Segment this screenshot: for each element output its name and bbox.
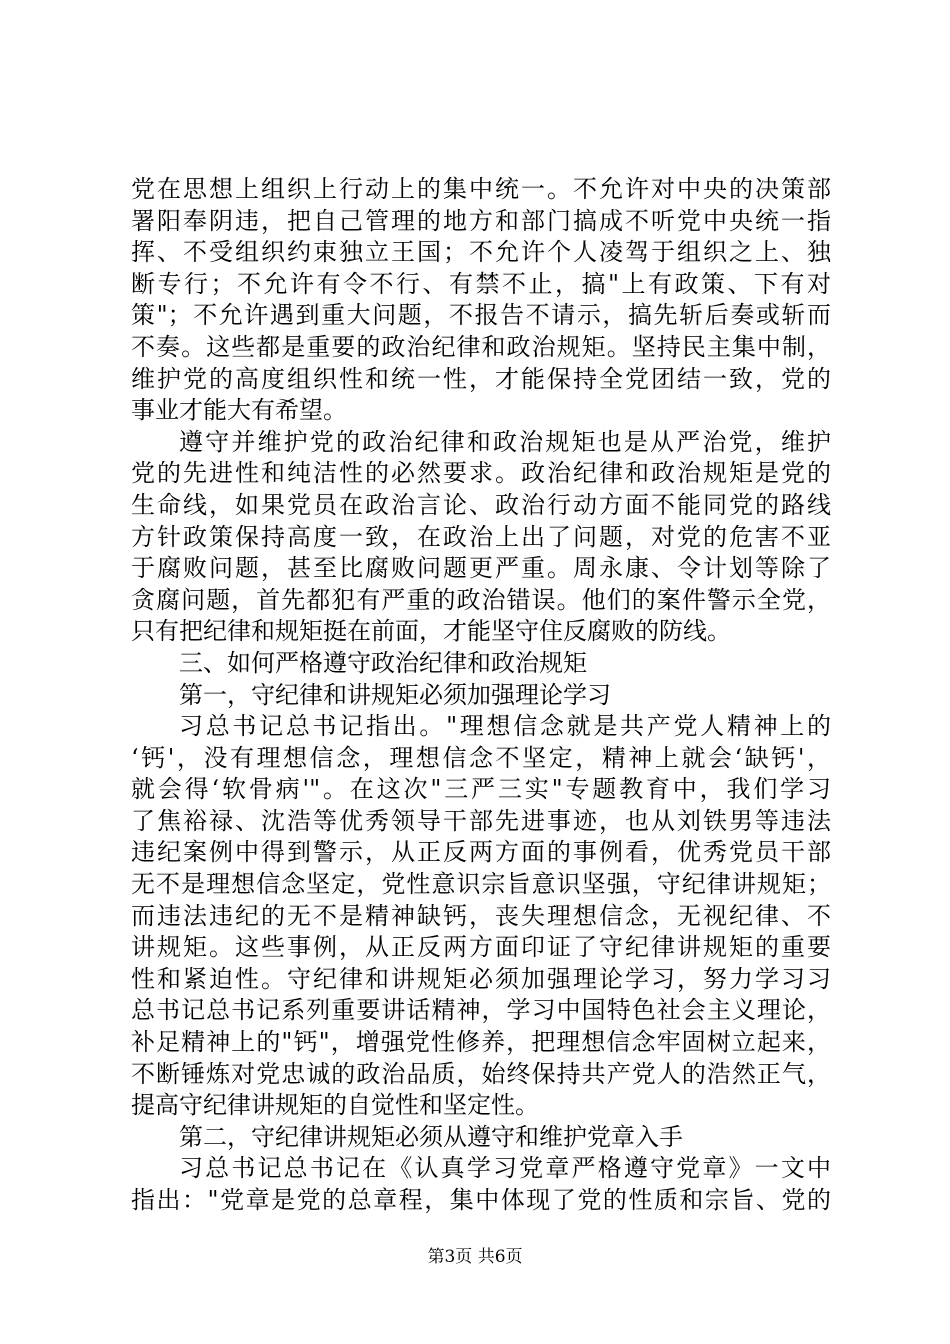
text-line: 违纪案例中得到警示，从正反两方面的事例看，优秀党员干部 [131,838,831,867]
text-line: 断专行；不允许有令不行、有禁不止，搞"上有政策、下有对 [131,269,831,298]
subsection-heading: 第二，守纪律讲规矩必须从遵守和维护党章入手 [179,1122,683,1151]
text-line: 维护党的高度组织性和统一性，才能保持全党团结一致，党的 [131,364,831,393]
text-line: 指出："党章是党的总章程，集中体现了党的性质和宗旨、党的 [131,1186,831,1214]
text-line: 贪腐问题，首先都犯有严重的政治错误。他们的案件警示全党， [131,585,831,614]
text-line: 只有把纪律和规矩挺在前面，才能坚守住反腐败的防线。 [131,617,731,646]
text-line: 就会得‘软骨病'"。在这次"三严三实"专题教育中，我们学习 [131,775,831,804]
text-line: 而违法违纪的无不是精神缺钙，丧失理想信念，无视纪律、不 [131,901,831,930]
page-number: 第3页 共6页 [427,1247,523,1267]
text-line: 提高守纪律讲规矩的自觉性和坚定性。 [131,1091,539,1120]
text-line: ‘钙'，没有理想信念，理想信念不坚定，精神上就会‘缺钙'， [131,743,831,772]
text-line: 补足精神上的"钙"，增强党性修养，把理想信念牢固树立起来， [131,1028,831,1057]
text-line: 不断锤炼对党忠诚的政治品质，始终保持共产党人的浩然正气， [131,1059,831,1088]
text-line: 署阳奉阴违，把自己管理的地方和部门搞成不听党中央统一指 [131,206,831,235]
text-line: 不奏。这些都是重要的政治纪律和政治规矩。坚持民主集中制， [131,332,831,361]
text-line: 党在思想上组织上行动上的集中统一。不允许对中央的决策部 [131,175,831,203]
subsection-heading: 第一，守纪律和讲规矩必须加强理论学习 [179,680,611,709]
text-line: 挥、不受组织约束独立王国；不允许个人凌驾于组织之上、独 [131,238,831,267]
text-line: 习总书记总书记指出。"理想信念就是共产党人精神上的 [179,712,831,741]
text-line: 方针政策保持高度一致，在政治上出了问题，对党的危害不亚 [131,522,831,551]
text-line: 策"；不允许遇到重大问题，不报告不请示，搞先斩后奏或斩而 [131,301,831,330]
text-line: 性和紧迫性。守纪律和讲规矩必须加强理论学习，努力学习习 [131,964,831,993]
text-line: 党的先进性和纯洁性的必然要求。政治纪律和政治规矩是党的 [131,459,831,488]
text-line: 生命线，如果党员在政治言论、政治行动方面不能同党的路线 [131,490,831,519]
section-heading: 三、如何严格遵守政治纪律和政治规矩 [179,648,587,677]
body-text [131,174,831,1217]
text-line: 习总书记总书记在《认真学习党章严格遵守党章》一文中 [179,1154,831,1183]
text-line: 讲规矩。这些事例，从正反两方面印证了守纪律讲规矩的重要 [131,933,831,962]
text-line: 于腐败问题，甚至比腐败问题更严重。周永康、令计划等除了 [131,554,831,583]
text-line: 无不是理想信念坚定，党性意识宗旨意识坚强，守纪律讲规矩； [131,870,831,899]
text-line: 了焦裕禄、沈浩等优秀领导干部先进事迹，也从刘铁男等违法 [131,806,831,835]
text-line: 遵守并维护党的政治纪律和政治规矩也是从严治党，维护 [179,427,831,456]
text-line: 事业才能大有希望。 [131,396,347,425]
text-line: 总书记总书记系列重要讲话精神，学习中国特色社会主义理论， [131,996,831,1025]
